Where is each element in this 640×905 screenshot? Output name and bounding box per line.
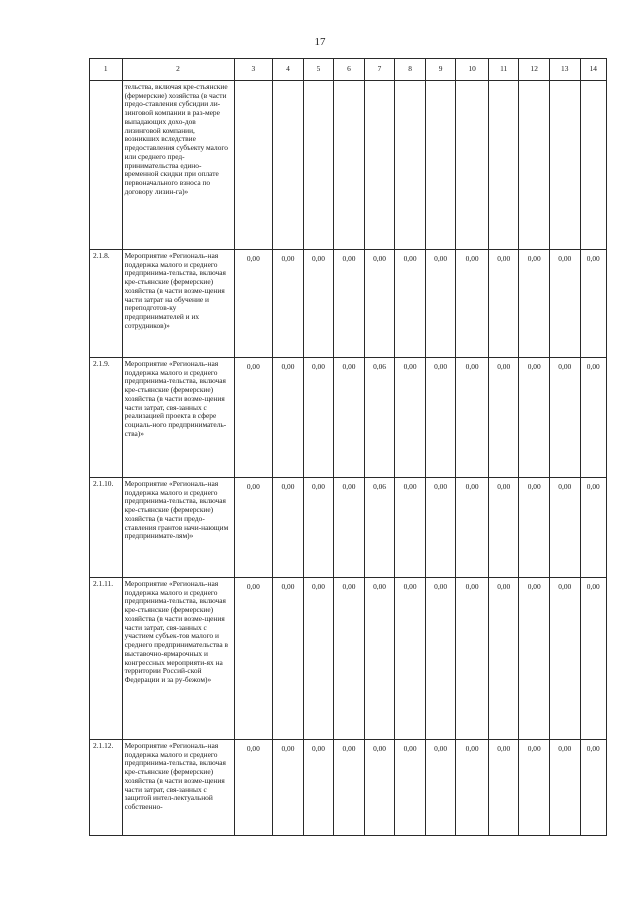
value-cell: 0,00: [234, 478, 273, 578]
value-cell: 0,00: [580, 478, 606, 578]
column-header: 14: [580, 59, 606, 81]
value-cell: 0,00: [395, 578, 426, 740]
value-cell: 0,00: [488, 478, 519, 578]
column-header: 9: [425, 59, 456, 81]
row-number: 2.1.9.: [90, 358, 123, 478]
value-cell: 0,00: [234, 740, 273, 836]
table-row: [90, 578, 607, 740]
column-header: 1: [90, 59, 123, 81]
value-cell: [364, 81, 395, 250]
value-cell: 0,00: [364, 740, 395, 836]
value-cell: 0,06: [364, 478, 395, 578]
value-cell: 0,00: [303, 740, 334, 836]
column-header: 5: [303, 59, 334, 81]
column-header: 3: [234, 59, 273, 81]
value-cell: [549, 81, 580, 250]
value-cell: 0,00: [234, 578, 273, 740]
row-description: тельства, включая кре-стьянские (фермерские) хозяйства (в части предо-ставления субсидии ли-зинговой компании в раз-мере выпадающих дохо-дов лизинговой компании, возникших вследствие предоставления субъекту малого или среднего пред-принимательства едино-временной скидки при оплате первоначального взноса по договору лизин-га)»: [122, 81, 234, 250]
table-row: [90, 358, 607, 478]
value-cell: [456, 81, 489, 250]
value-cell: 0,00: [303, 250, 334, 358]
value-cell: 0,00: [580, 358, 606, 478]
row-description: Мероприятие «Региональ-ная поддержка малого и среднего предпринима-тельства, включая кре-стьянские (фермерские) хозяйства (в части предо-ставления грантов начи-нающим предпринимате-лям)»: [122, 478, 234, 578]
budget-table: [89, 58, 607, 836]
value-cell: 0,00: [273, 358, 304, 478]
value-cell: 0,00: [425, 578, 456, 740]
value-cell: 0,06: [364, 358, 395, 478]
column-header: 11: [488, 59, 519, 81]
value-cell: 0,00: [395, 250, 426, 358]
value-cell: 0,00: [334, 358, 365, 478]
value-cell: 0,00: [549, 478, 580, 578]
value-cell: 0,00: [456, 740, 489, 836]
value-cell: [395, 81, 426, 250]
value-cell: [488, 81, 519, 250]
value-cell: 0,00: [519, 250, 550, 358]
column-header: 13: [549, 59, 580, 81]
value-cell: 0,00: [395, 478, 426, 578]
value-cell: 0,00: [519, 478, 550, 578]
row-description: Мероприятие «Региональ-ная поддержка малого и среднего предпринима-тельства, включая кре-стьянские (фермерские) хозяйства (в части возме-щения части затрат на обучение и переподготов-ку предпринимателей и их сотрудников)»: [122, 250, 234, 358]
column-header: 4: [273, 59, 304, 81]
value-cell: 0,00: [549, 250, 580, 358]
value-cell: 0,00: [488, 578, 519, 740]
column-header: 10: [456, 59, 489, 81]
value-cell: [519, 81, 550, 250]
value-cell: 0,00: [456, 250, 489, 358]
value-cell: 0,00: [273, 740, 304, 836]
column-header: 6: [334, 59, 365, 81]
value-cell: [580, 81, 606, 250]
table-row: [90, 740, 607, 836]
column-header: 12: [519, 59, 550, 81]
value-cell: 0,00: [425, 358, 456, 478]
value-cell: 0,00: [488, 358, 519, 478]
value-cell: 0,00: [334, 740, 365, 836]
value-cell: 0,00: [234, 250, 273, 358]
value-cell: 0,00: [273, 478, 304, 578]
value-cell: 0,00: [488, 250, 519, 358]
value-cell: [273, 81, 304, 250]
value-cell: 0,00: [334, 478, 365, 578]
value-cell: 0,00: [488, 740, 519, 836]
row-number: [90, 81, 123, 250]
row-number: 2.1.10.: [90, 478, 123, 578]
value-cell: 0,00: [519, 578, 550, 740]
value-cell: 0,00: [549, 740, 580, 836]
value-cell: 0,00: [334, 578, 365, 740]
table-row: [90, 250, 607, 358]
value-cell: 0,00: [364, 578, 395, 740]
row-description: Мероприятие «Региональ-ная поддержка малого и среднего предпринима-тельства, включая кре-стьянские (фермерские) хозяйства (в части возме-щения части затрат, свя-занных с участием субъек-тов малого и среднего предпринимательства в выставочно-ярмарочных и конгрессных мероприяти-ях на территории Россий-ской Федерации и за ру-бежом)»: [122, 578, 234, 740]
value-cell: 0,00: [519, 740, 550, 836]
value-cell: 0,00: [364, 250, 395, 358]
value-cell: 0,00: [303, 578, 334, 740]
value-cell: [425, 81, 456, 250]
value-cell: 0,00: [580, 250, 606, 358]
page-number: 17: [314, 36, 326, 48]
value-cell: 0,00: [395, 358, 426, 478]
value-cell: 0,00: [234, 358, 273, 478]
value-cell: 0,00: [273, 250, 304, 358]
row-description: Мероприятие «Региональ-ная поддержка малого и среднего предпринима-тельства, включая кре-стьянские (фермерские) хозяйства (в части возме-щения части затрат, свя-занных с защитой интел-лектуальной собственно-: [122, 740, 234, 836]
header-row: [90, 59, 607, 81]
value-cell: 0,00: [303, 358, 334, 478]
value-cell: 0,00: [580, 578, 606, 740]
value-cell: [234, 81, 273, 250]
value-cell: 0,00: [334, 250, 365, 358]
value-cell: 0,00: [549, 578, 580, 740]
table-row: [90, 478, 607, 578]
column-header: 7: [364, 59, 395, 81]
column-header: 2: [122, 59, 234, 81]
value-cell: 0,00: [425, 250, 456, 358]
value-cell: 0,00: [425, 478, 456, 578]
value-cell: [303, 81, 334, 250]
value-cell: 0,00: [456, 358, 489, 478]
column-header: 8: [395, 59, 426, 81]
value-cell: [334, 81, 365, 250]
row-number: 2.1.8.: [90, 250, 123, 358]
value-cell: 0,00: [580, 740, 606, 836]
value-cell: 0,00: [303, 478, 334, 578]
table-row: [90, 81, 607, 250]
value-cell: 0,00: [549, 358, 580, 478]
value-cell: 0,00: [456, 578, 489, 740]
value-cell: 0,00: [425, 740, 456, 836]
value-cell: 0,00: [456, 478, 489, 578]
row-number: 2.1.12.: [90, 740, 123, 836]
value-cell: 0,00: [519, 358, 550, 478]
value-cell: 0,00: [395, 740, 426, 836]
value-cell: 0,00: [273, 578, 304, 740]
row-description: Мероприятие «Региональ-ная поддержка малого и среднего предпринима-тельства, включая кре-стьянские (фермерские) хозяйства (в части возме-щения части затрат, свя-занных с реализацией проекта в сфере социаль-ного предприниматель-ства)»: [122, 358, 234, 478]
row-number: 2.1.11.: [90, 578, 123, 740]
